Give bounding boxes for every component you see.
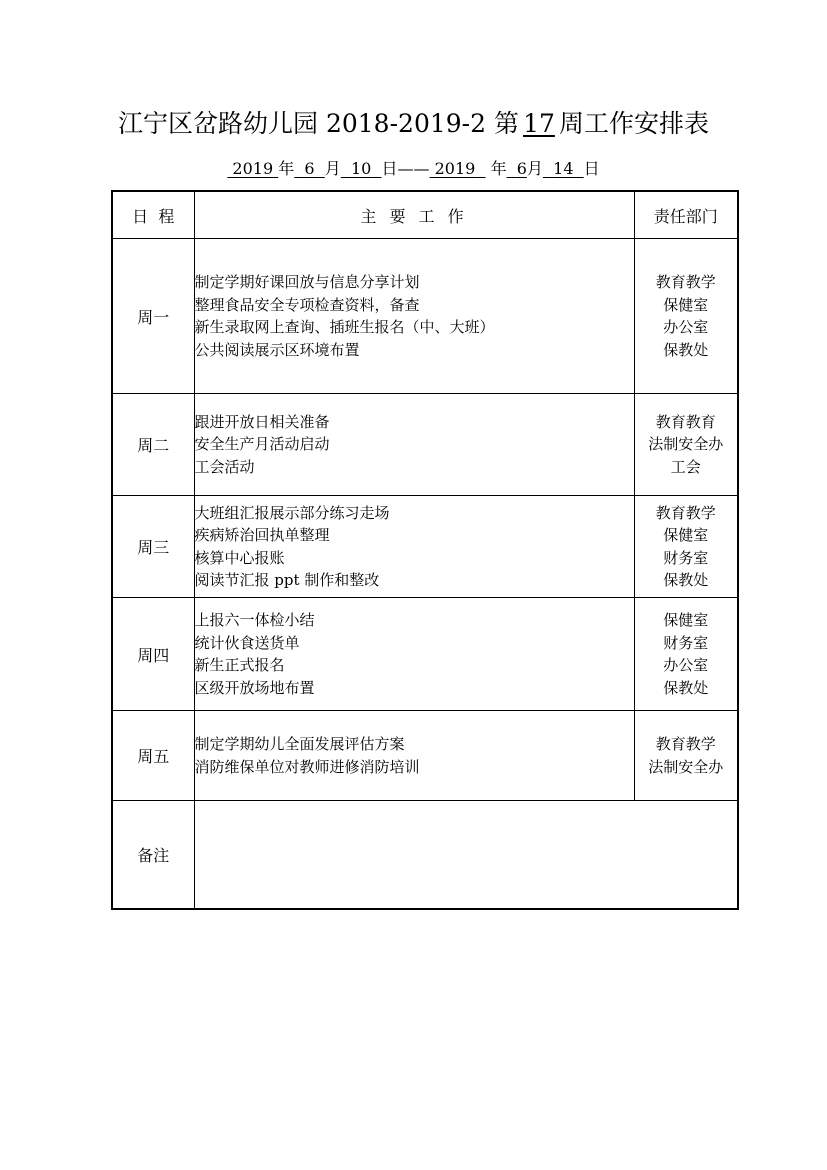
remarks-content bbox=[194, 801, 738, 909]
dept-item: 办公室 bbox=[663, 318, 709, 336]
dept-item: 保健室 bbox=[663, 295, 709, 314]
header-dept: 责任部门 bbox=[634, 191, 738, 239]
task-item: 制定学期好课回放与信息分享计划 bbox=[194, 273, 420, 291]
task-item: 上报六一体检小结 bbox=[194, 611, 315, 629]
week-number: 17 bbox=[523, 109, 555, 138]
table-row bbox=[112, 496, 738, 598]
month-char: 月 bbox=[324, 159, 341, 178]
tasks-cell bbox=[194, 598, 634, 711]
remarks-label: 备注 bbox=[112, 801, 194, 909]
task-item: 疾病矫治回执单整理 bbox=[194, 526, 330, 544]
task-item: 区级开放场地布置 bbox=[194, 678, 315, 697]
task-item: 新生正式报名 bbox=[194, 656, 285, 674]
day-cell: 周五 bbox=[112, 711, 194, 801]
day-char: 日 bbox=[583, 159, 600, 178]
tasks-cell bbox=[194, 496, 634, 598]
day-cell: 周二 bbox=[112, 394, 194, 496]
table-row bbox=[112, 711, 738, 801]
dept-item: 法制安全办 bbox=[648, 435, 724, 454]
dept-cell bbox=[634, 239, 738, 394]
task-item: 阅读节汇报 ppt 制作和整改 bbox=[194, 571, 380, 589]
table-row bbox=[112, 598, 738, 711]
task-item: 消防维保单位对教师进修消防培训 bbox=[194, 757, 420, 776]
task-item: 大班组汇报展示部分练习走场 bbox=[194, 503, 390, 522]
dept-item: 保健室 bbox=[663, 526, 709, 544]
dept-item: 法制安全办 bbox=[648, 757, 724, 776]
dept-item: 办公室 bbox=[663, 656, 709, 674]
start-year: 2019 bbox=[232, 159, 274, 178]
dept-item: 教育教育 bbox=[655, 412, 716, 431]
dept-item: 教育教学 bbox=[655, 503, 716, 522]
dept-cell bbox=[634, 394, 738, 496]
dept-item: 财务室 bbox=[663, 633, 709, 652]
header-day: 日 程 bbox=[112, 191, 194, 239]
task-item: 工会活动 bbox=[194, 457, 255, 476]
task-item: 制定学期幼儿全面发展评估方案 bbox=[194, 735, 405, 753]
dept-item: 保教处 bbox=[663, 678, 709, 697]
dept-cell bbox=[634, 711, 738, 801]
start-day: 10 bbox=[350, 159, 372, 178]
schedule-table bbox=[111, 190, 739, 910]
day-cell: 周一 bbox=[112, 239, 194, 394]
task-item: 跟进开放日相关准备 bbox=[194, 412, 330, 431]
dept-item: 教育教学 bbox=[655, 273, 716, 291]
dept-item: 财务室 bbox=[663, 548, 709, 567]
day-cell: 周三 bbox=[112, 496, 194, 598]
date-range bbox=[0, 156, 827, 179]
date-separator: —— bbox=[397, 159, 430, 178]
day-char: 日 bbox=[381, 159, 398, 178]
page-title bbox=[0, 104, 827, 140]
task-item: 公共阅读展示区环境布置 bbox=[194, 340, 360, 359]
end-month: 6 bbox=[516, 159, 527, 178]
dept-cell bbox=[634, 496, 738, 598]
header-row bbox=[112, 191, 738, 239]
table-row bbox=[112, 239, 738, 394]
task-item: 安全生产月活动启动 bbox=[194, 435, 330, 454]
title-prefix: 江宁区岔路幼儿园 2018-2019-2 第 bbox=[118, 109, 519, 138]
tasks-cell bbox=[194, 239, 634, 394]
start-month: 6 bbox=[304, 159, 315, 178]
dept-item: 工会 bbox=[670, 457, 701, 476]
tasks-cell bbox=[194, 711, 634, 801]
title-suffix: 周工作安排表 bbox=[558, 109, 709, 138]
end-day: 14 bbox=[553, 159, 574, 178]
remarks-row bbox=[112, 801, 738, 909]
year-char: 年 bbox=[278, 159, 295, 178]
year-char: 年 bbox=[490, 159, 507, 178]
dept-item: 保健室 bbox=[663, 611, 709, 629]
task-item: 整理食品安全专项检查资料，备查 bbox=[194, 295, 420, 314]
header-work: 主 要 工 作 bbox=[194, 191, 634, 239]
task-item: 统计伙食送货单 bbox=[194, 633, 300, 652]
dept-item: 教育教学 bbox=[655, 735, 716, 753]
table-row bbox=[112, 394, 738, 496]
dept-item: 保教处 bbox=[663, 340, 709, 359]
day-cell: 周四 bbox=[112, 598, 194, 711]
month-char: 月 bbox=[526, 159, 543, 178]
task-item: 核算中心报账 bbox=[194, 548, 285, 567]
task-item: 新生录取网上查询、插班生报名（中、大班） bbox=[194, 318, 495, 336]
dept-cell bbox=[634, 598, 738, 711]
dept-item: 保教处 bbox=[663, 571, 709, 589]
tasks-cell bbox=[194, 394, 634, 496]
end-year: 2019 bbox=[434, 159, 476, 178]
